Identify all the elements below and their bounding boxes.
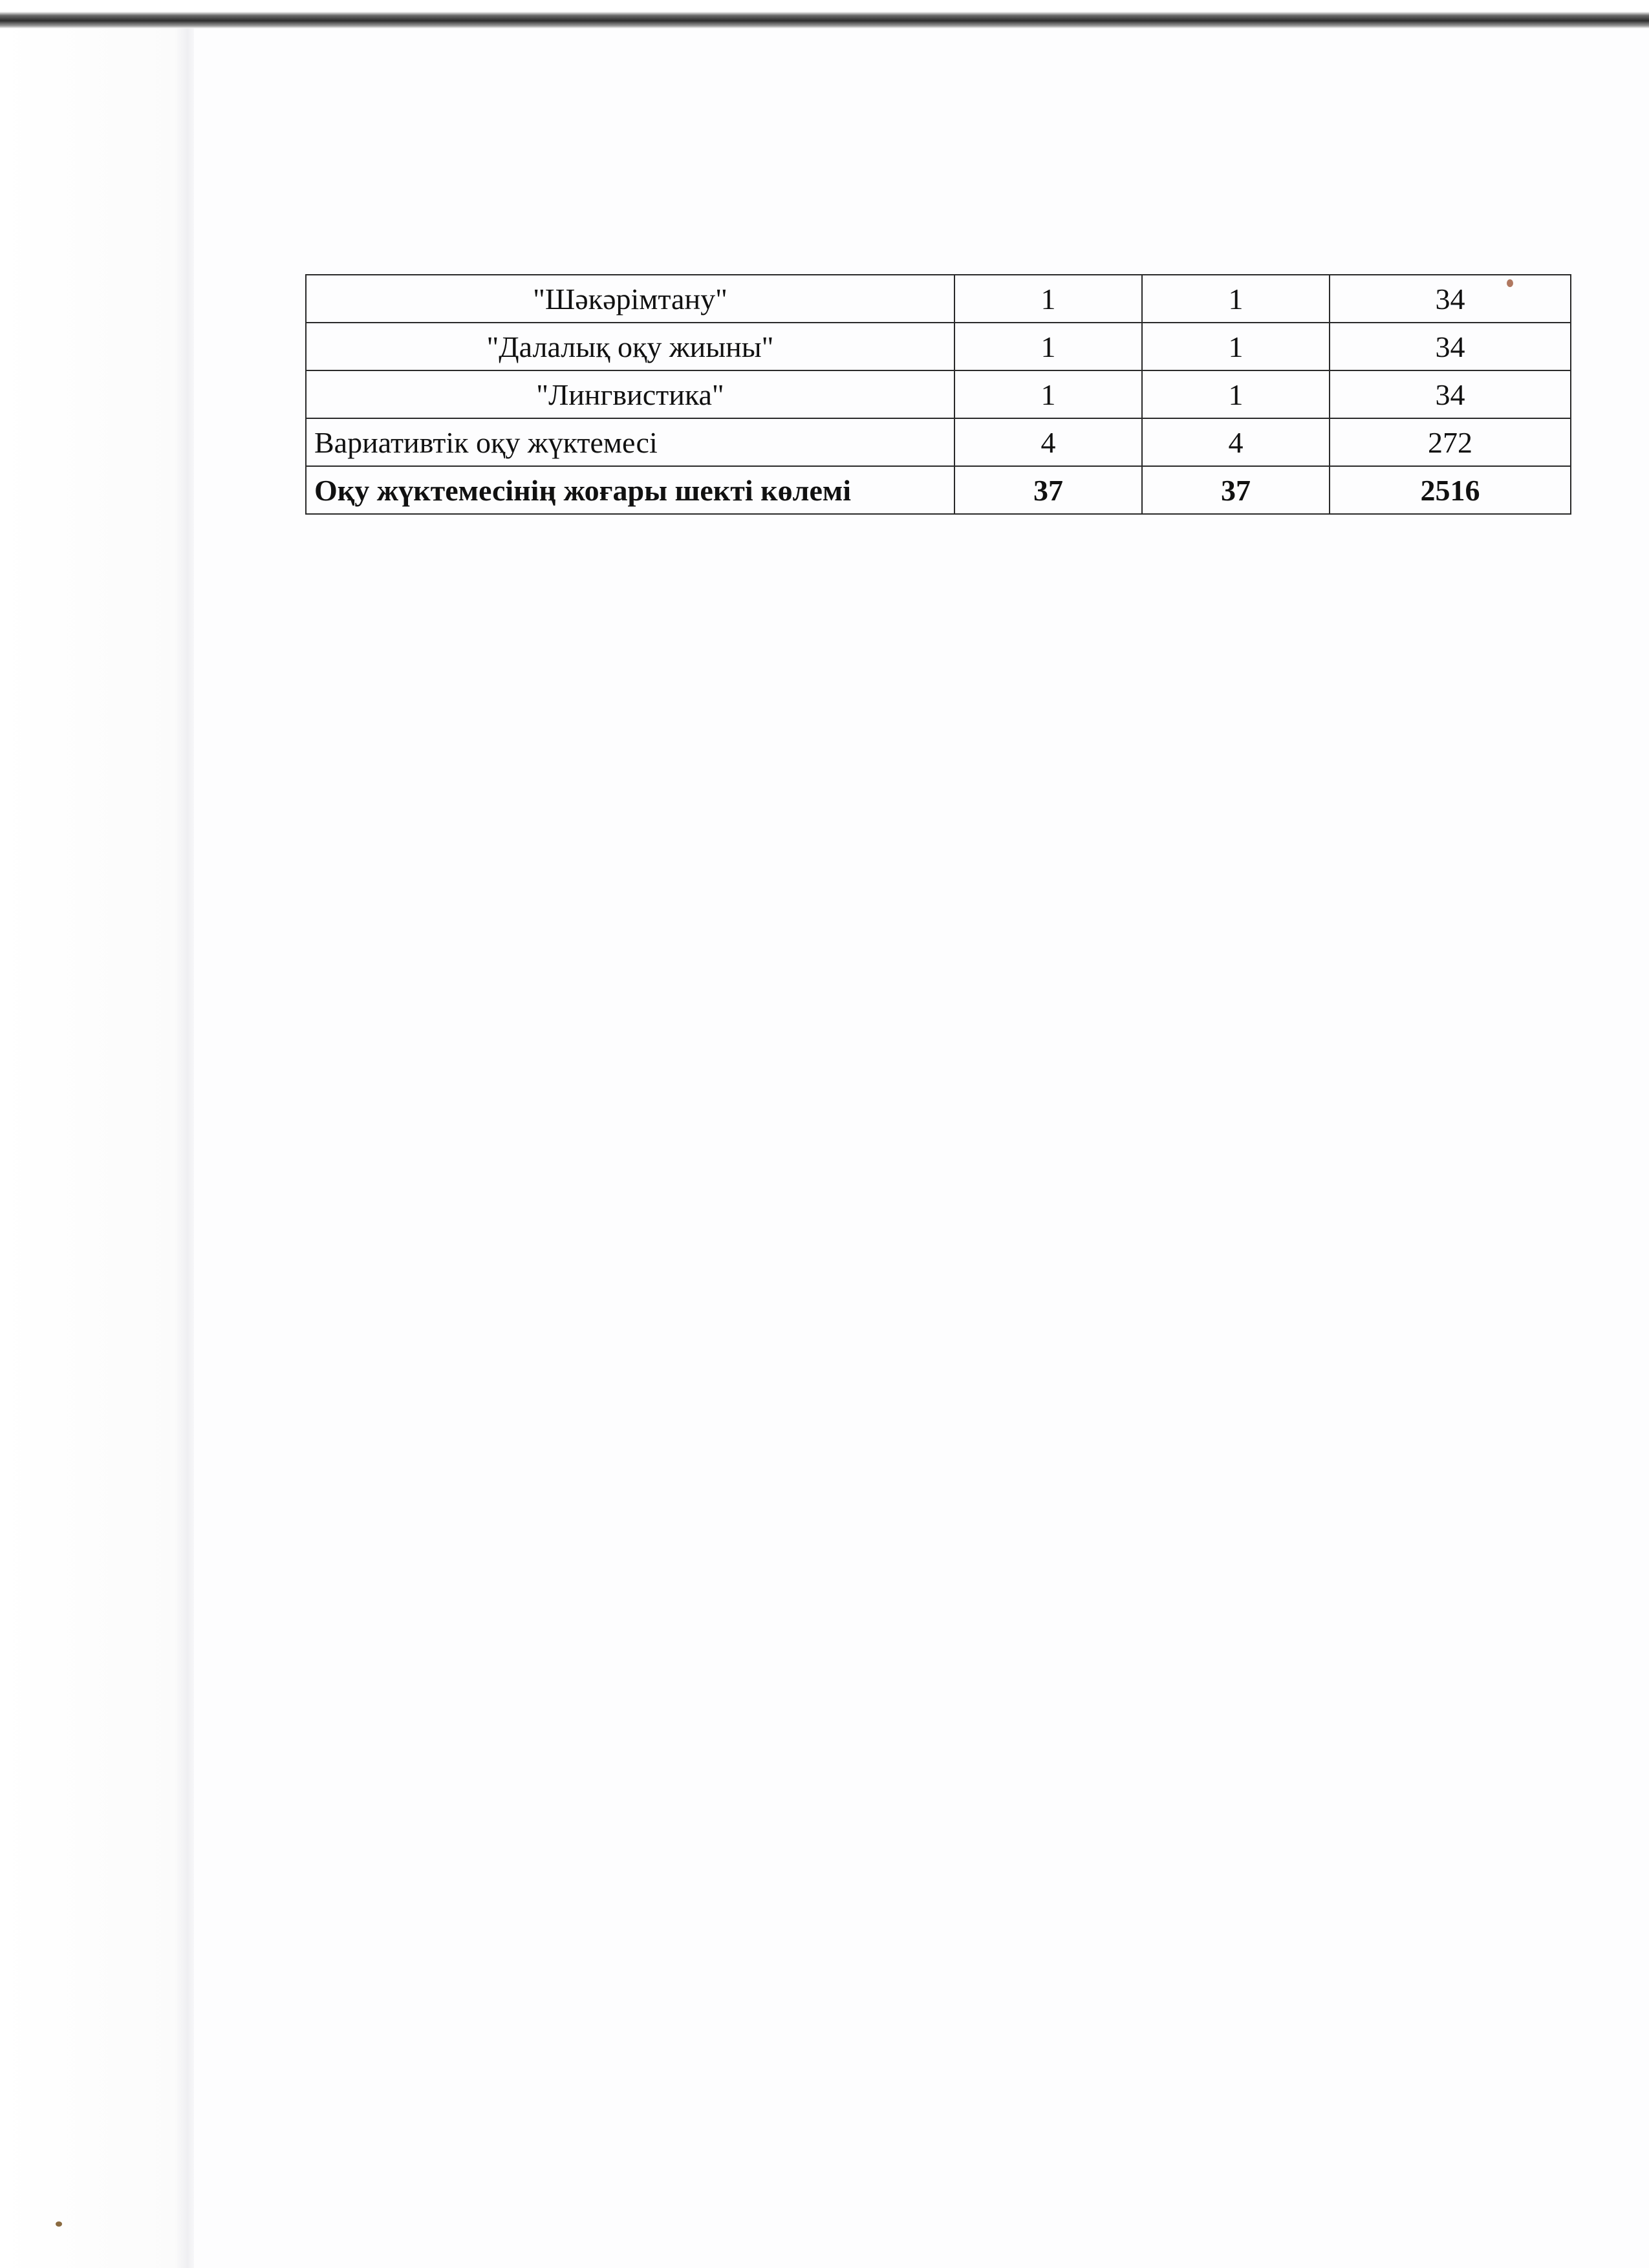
value-cell: 4 (1142, 418, 1330, 466)
study-load-table (305, 274, 1571, 515)
value-cell: 1 (1142, 323, 1330, 370)
scan-top-edge (0, 0, 1649, 28)
total-row (306, 466, 1571, 514)
subject-name-cell: Вариативтік оқу жүктемесі (306, 418, 954, 466)
value-cell: 1 (1142, 370, 1330, 418)
total-label-cell: Оқу жүктемесінің жоғары шекті көлемі (306, 466, 954, 514)
hours-cell: 272 (1330, 418, 1571, 466)
hours-cell: 34 (1330, 275, 1571, 323)
total-value-cell: 37 (954, 466, 1142, 514)
value-cell: 1 (954, 323, 1142, 370)
value-cell: 1 (954, 275, 1142, 323)
table-row (306, 323, 1571, 370)
value-cell: 4 (954, 418, 1142, 466)
total-hours-cell: 2516 (1330, 466, 1571, 514)
subject-name-cell: "Далалық оқу жиыны" (306, 323, 954, 370)
value-cell: 1 (1142, 275, 1330, 323)
hours-cell: 34 (1330, 370, 1571, 418)
subject-name-cell: "Шәкәрімтану" (306, 275, 954, 323)
subject-name-cell: "Лингвистика" (306, 370, 954, 418)
value-cell: 1 (954, 370, 1142, 418)
hours-cell: 34 (1330, 323, 1571, 370)
total-value-cell: 37 (1142, 466, 1330, 514)
table-row (306, 370, 1571, 418)
scan-speck (1507, 279, 1513, 287)
scan-speck (56, 2221, 62, 2227)
table-row (306, 275, 1571, 323)
table-row (306, 418, 1571, 466)
scan-left-shadow (0, 28, 194, 2268)
